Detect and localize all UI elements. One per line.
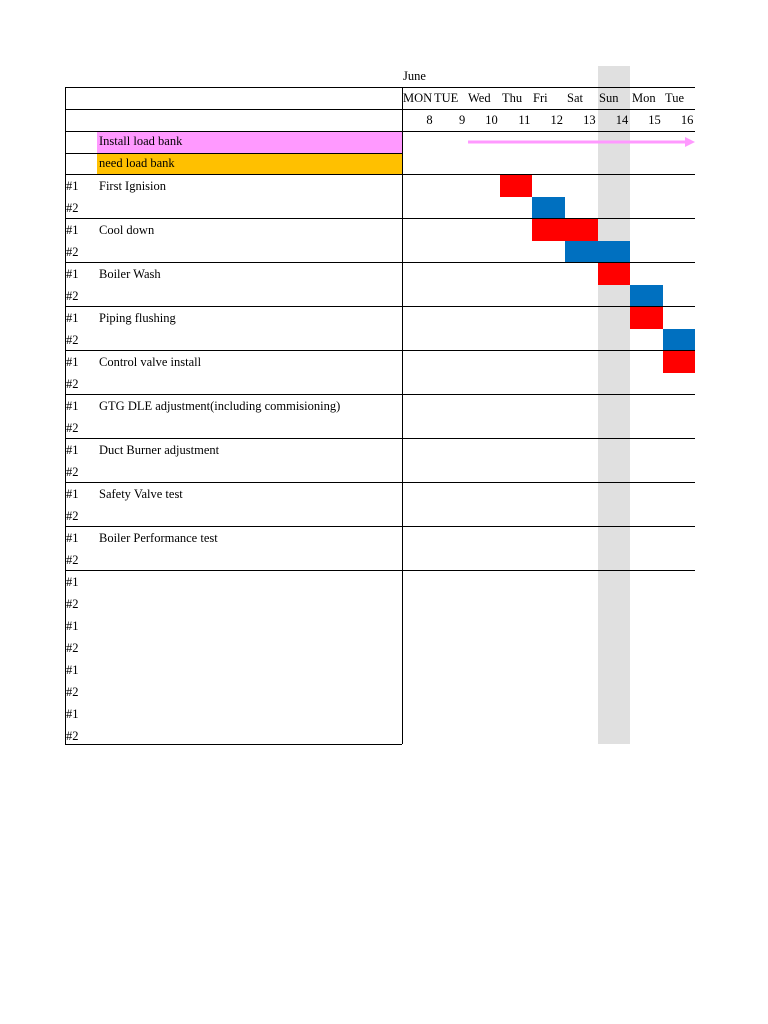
day-number: 8: [426, 113, 433, 127]
day-name: Wed: [468, 91, 491, 105]
task-name: First Ignision: [99, 179, 167, 193]
unit-number: #1: [66, 531, 79, 545]
unit-number: #2: [66, 333, 79, 347]
gantt-bar: [565, 241, 630, 263]
task-name: Boiler Wash: [99, 267, 161, 281]
weekend-band: [598, 66, 631, 744]
unit-number: #2: [66, 421, 79, 435]
unit-number: #2: [66, 597, 79, 611]
unit-number: #1: [66, 663, 79, 677]
task-name: Cool down: [99, 223, 155, 237]
unit-number: #1: [66, 443, 79, 457]
legend-label: Install load bank: [99, 134, 183, 148]
unit-number: #2: [66, 377, 79, 391]
arrow-head: [685, 137, 695, 147]
day-name: Sat: [567, 91, 583, 105]
day-number: 11: [518, 113, 531, 127]
gantt-bar: [663, 351, 696, 373]
day-number: 16: [680, 113, 694, 127]
grid-line: [65, 153, 402, 154]
grid-line: [65, 87, 66, 744]
day-name: MON: [403, 91, 433, 105]
grid-line: [65, 526, 695, 527]
day-number: 15: [648, 113, 661, 127]
grid-line: [65, 570, 695, 571]
unit-number: #2: [66, 465, 79, 479]
unit-number: #2: [66, 201, 79, 215]
unit-number: #2: [66, 245, 79, 259]
unit-number: #1: [66, 223, 79, 237]
grid-line: [65, 262, 695, 263]
day-number: 14: [615, 113, 629, 127]
unit-number: #1: [66, 707, 79, 721]
unit-number: #2: [66, 685, 79, 699]
grid-line: [65, 218, 695, 219]
unit-number: #1: [66, 267, 79, 281]
task-name: Boiler Performance test: [99, 531, 218, 545]
unit-number: #1: [66, 619, 79, 633]
day-number: 9: [458, 113, 466, 127]
legend-label: need load bank: [99, 156, 175, 170]
day-name: Fri: [533, 91, 548, 105]
gantt-bar: [532, 197, 565, 219]
unit-number: #2: [66, 289, 79, 303]
day-number: 10: [485, 113, 498, 127]
grid-line: [65, 87, 695, 88]
grid-line: [65, 350, 695, 351]
task-name: Safety Valve test: [99, 487, 183, 501]
day-name: Sun: [599, 91, 619, 105]
task-name: Duct Burner adjustment: [99, 443, 220, 457]
month-label: June: [403, 69, 426, 83]
day-name: TUE: [434, 91, 459, 105]
task-name: GTG DLE adjustment(including commisioning): [99, 399, 341, 413]
unit-number: #1: [66, 355, 79, 369]
gantt-bar: [630, 307, 663, 329]
day-name: Thu: [502, 91, 523, 105]
gantt-bar: [532, 219, 597, 241]
unit-number: #1: [66, 179, 79, 193]
grid-line: [65, 394, 695, 395]
unit-number: #2: [66, 729, 79, 743]
grid-line: [65, 174, 695, 175]
task-name: Control valve install: [99, 355, 202, 369]
unit-number: #2: [66, 509, 79, 523]
unit-number: #1: [66, 311, 79, 325]
grid-line: [65, 109, 695, 110]
day-name: Mon: [632, 91, 656, 105]
unit-number: #1: [66, 399, 79, 413]
day-number: 13: [583, 113, 596, 127]
grid-line: [402, 87, 403, 744]
grid-line: [65, 438, 695, 439]
gantt-bar: [500, 175, 533, 197]
day-name: Tue: [665, 91, 684, 105]
gantt-bar: [630, 285, 663, 307]
grid-line: [65, 306, 695, 307]
task-name: Piping flushing: [99, 311, 176, 325]
gantt-bar: [663, 329, 696, 351]
unit-number: #2: [66, 553, 79, 567]
day-number: 12: [550, 113, 563, 127]
unit-number: #2: [66, 641, 79, 655]
grid-line: [65, 744, 402, 745]
gantt-bar: [598, 263, 631, 285]
unit-number: #1: [66, 487, 79, 501]
unit-number: #1: [66, 575, 79, 589]
grid-line: [65, 131, 695, 132]
grid-line: [65, 482, 695, 483]
